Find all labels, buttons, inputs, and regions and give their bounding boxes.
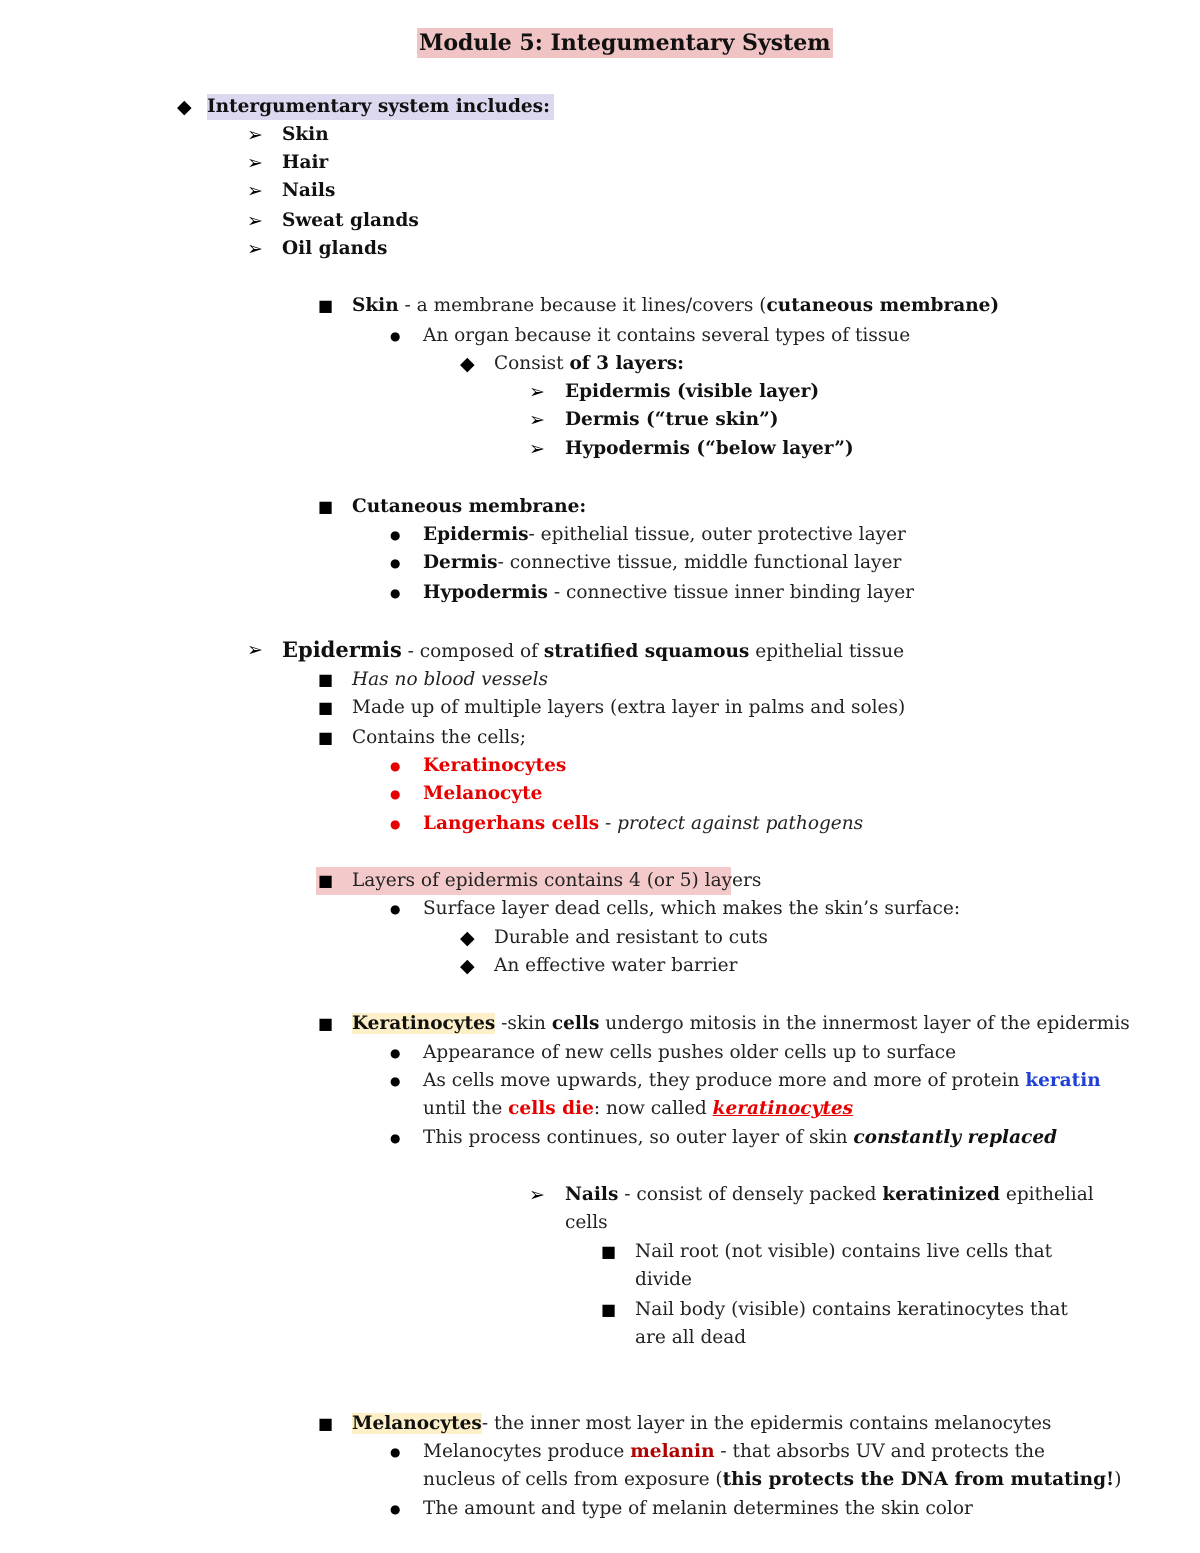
- arrow-bullet-icon: ➢: [247, 124, 263, 146]
- arrow-bullet-icon: ➢: [247, 639, 263, 661]
- dot-bullet-icon: ●: [390, 902, 401, 916]
- consist-text: Consist: [494, 353, 570, 374]
- layers-heading: Layers of epidermis contains 4 (or 5) layers: [352, 870, 762, 891]
- nails-cells: cells: [565, 1212, 608, 1233]
- skin-layer: Dermis (“true skin”): [565, 409, 779, 430]
- melanocytes-term: Melanocytes: [352, 1413, 482, 1434]
- dot-bullet-icon: ●: [390, 1046, 401, 1060]
- square-bullet-icon: ■: [318, 871, 334, 890]
- intro-item: Skin: [282, 124, 329, 145]
- square-bullet-icon: ■: [318, 1014, 334, 1033]
- epidermis-bold: stratified squamous: [543, 641, 750, 662]
- cells-die: cells die: [508, 1098, 594, 1119]
- dot-bullet-icon: ●: [390, 759, 401, 773]
- dot-bullet-icon: ●: [390, 556, 401, 570]
- p1-text: Melanocytes produce: [423, 1441, 631, 1462]
- skin-term: Skin: [352, 295, 399, 316]
- cutaneous-term: Epidermis: [423, 524, 529, 545]
- skin-cutaneous: cutaneous membrane): [766, 295, 1000, 316]
- cutaneous-item: [423, 580, 914, 606]
- arrow-bullet-icon: ➢: [529, 409, 545, 431]
- cutaneous-desc: - epithelial tissue, outer protective layer: [528, 524, 906, 545]
- epidermis-text: - composed of: [401, 641, 544, 662]
- consist-bold: of 3 layers:: [569, 353, 685, 374]
- langerhans-desc: - protect against pathogens: [599, 813, 864, 834]
- skin-text: - a membrane because it lines/covers (: [398, 295, 767, 316]
- keratin-term: keratin: [1025, 1070, 1101, 1091]
- arrow-bullet-icon: ➢: [247, 238, 263, 260]
- keratinocytes-p2-cont: [423, 1096, 853, 1122]
- nails-keratinized: keratinized: [882, 1184, 1000, 1205]
- nail-root: Nail root (not visible) contains live cells that: [635, 1241, 1053, 1262]
- square-bullet-icon: ■: [318, 296, 334, 315]
- diamond-bullet-icon: ◆: [460, 927, 475, 949]
- keratinocytes-term: Keratinocytes: [352, 1013, 496, 1034]
- diamond-bullet-icon: ◆: [177, 96, 192, 118]
- skin-consist: [494, 351, 684, 377]
- square-bullet-icon: ■: [318, 670, 334, 689]
- epidermis-multiple: Made up of multiple layers (extra layer in palms and soles): [352, 697, 906, 718]
- skin-organ: An organ because it contains several types of tissue: [423, 325, 911, 346]
- skin-layer: Hypodermis (“below layer”): [565, 438, 854, 459]
- cell-item: Melanocyte: [423, 783, 543, 804]
- arrow-bullet-icon: ➢: [529, 381, 545, 403]
- intro-heading: Intergumentary system includes:: [207, 94, 554, 120]
- keratinocytes-p2: [423, 1068, 1101, 1094]
- cutaneous-item: [423, 522, 906, 548]
- melanocytes-p1: [423, 1439, 1045, 1465]
- diamond-bullet-icon: ◆: [460, 353, 475, 375]
- nails-text: epithelial: [1000, 1184, 1094, 1205]
- keratinocytes-text: -skin: [495, 1013, 552, 1034]
- dot-bullet-icon: ●: [390, 586, 401, 600]
- epidermis-line: [282, 637, 904, 665]
- cell-item: Keratinocytes: [423, 755, 567, 776]
- p1-text: ): [1114, 1469, 1122, 1490]
- p1-text: - that absorbs UV and protects the: [714, 1441, 1045, 1462]
- p2-text: until the: [423, 1098, 509, 1119]
- dot-bullet-icon: ●: [390, 787, 401, 801]
- constantly-replaced: constantly replaced: [853, 1127, 1058, 1148]
- dot-bullet-icon: ●: [390, 1074, 401, 1088]
- dna-note: this protects the DNA from mutating!: [722, 1469, 1115, 1490]
- dot-bullet-icon: ●: [390, 1445, 401, 1459]
- arrow-bullet-icon: ➢: [247, 152, 263, 174]
- keratinocytes-p1: Appearance of new cells pushes older cells up to surface: [423, 1042, 957, 1063]
- cutaneous-heading: Cutaneous membrane:: [352, 496, 587, 517]
- cutaneous-desc: - connective tissue, middle functional layer: [497, 552, 902, 573]
- nail-body: Nail body (visible) contains keratinocytes that: [635, 1299, 1068, 1320]
- melanin-term: melanin: [630, 1441, 715, 1462]
- cutaneous-term: Hypodermis: [423, 582, 548, 603]
- dot-bullet-icon: ●: [390, 1131, 401, 1145]
- cutaneous-desc: - connective tissue inner binding layer: [547, 582, 915, 603]
- intro-item: Sweat glands: [282, 210, 419, 231]
- keratinocytes-link: keratinocytes: [712, 1098, 854, 1119]
- p2-text: : now called: [593, 1098, 713, 1119]
- intro-item: Oil glands: [282, 238, 388, 259]
- keratinocytes-line: [352, 1011, 1130, 1037]
- intro-item: Nails: [282, 180, 336, 201]
- diamond-bullet-icon: ◆: [460, 955, 475, 977]
- cutaneous-term: Dermis: [423, 552, 498, 573]
- square-bullet-icon: ■: [318, 1414, 334, 1433]
- square-bullet-icon: ■: [318, 728, 334, 747]
- melanocytes-p2: The amount and type of melanin determines the skin color: [423, 1498, 973, 1519]
- epidermis-term: Epidermis: [282, 637, 402, 662]
- keratinocytes-p3: [423, 1125, 1057, 1151]
- nail-root-cont: divide: [635, 1269, 692, 1290]
- keratinocytes-text-end: undergo mitosis in the innermost layer of the epidermis: [599, 1013, 1130, 1034]
- intro-item: Hair: [282, 152, 329, 173]
- cell-item: [423, 811, 863, 837]
- melanocytes-p1-cont: [423, 1467, 1121, 1493]
- dot-bullet-icon: ●: [390, 1502, 401, 1516]
- langerhans-term: Langerhans cells: [423, 813, 600, 834]
- square-bullet-icon: ■: [601, 1300, 617, 1319]
- square-bullet-icon: ■: [318, 497, 334, 516]
- p2-text: As cells move upwards, they produce more and more of protein: [423, 1070, 1026, 1091]
- p3-text: This process continues, so outer layer of skin: [423, 1127, 854, 1148]
- dot-bullet-icon: ●: [390, 528, 401, 542]
- epidermis-contains: Contains the cells;: [352, 727, 526, 748]
- square-bullet-icon: ■: [601, 1242, 617, 1261]
- skin-line: [352, 293, 999, 319]
- nails-line: [565, 1182, 1094, 1208]
- layers-surface: Surface layer dead cells, which makes the skin’s surface:: [423, 898, 961, 919]
- epidermis-text-end: epithelial tissue: [749, 641, 905, 662]
- nails-term: Nails: [565, 1184, 619, 1205]
- dot-bullet-icon: ●: [390, 817, 401, 831]
- square-bullet-icon: ■: [318, 698, 334, 717]
- cutaneous-item: [423, 550, 901, 576]
- arrow-bullet-icon: ➢: [529, 1184, 545, 1206]
- skin-layer: Epidermis (visible layer): [565, 381, 820, 402]
- dot-bullet-icon: ●: [390, 329, 401, 343]
- arrow-bullet-icon: ➢: [247, 180, 263, 202]
- melanocytes-text: - the inner most layer in the epidermis contains melanocytes: [481, 1413, 1052, 1434]
- nail-body-cont: are all dead: [635, 1327, 747, 1348]
- keratinocytes-cells: cells: [551, 1013, 600, 1034]
- nails-text: - consist of densely packed: [618, 1184, 883, 1205]
- layers-prop: Durable and resistant to cuts: [494, 927, 768, 948]
- epidermis-no-vessels: Has no blood vessels: [352, 669, 548, 690]
- melanocytes-line: [352, 1411, 1051, 1437]
- layers-prop: An effective water barrier: [494, 955, 738, 976]
- p1-text: nucleus of cells from exposure (: [423, 1469, 723, 1490]
- arrow-bullet-icon: ➢: [529, 438, 545, 460]
- arrow-bullet-icon: ➢: [247, 210, 263, 232]
- page-title: Module 5: Integumentary System: [419, 30, 831, 56]
